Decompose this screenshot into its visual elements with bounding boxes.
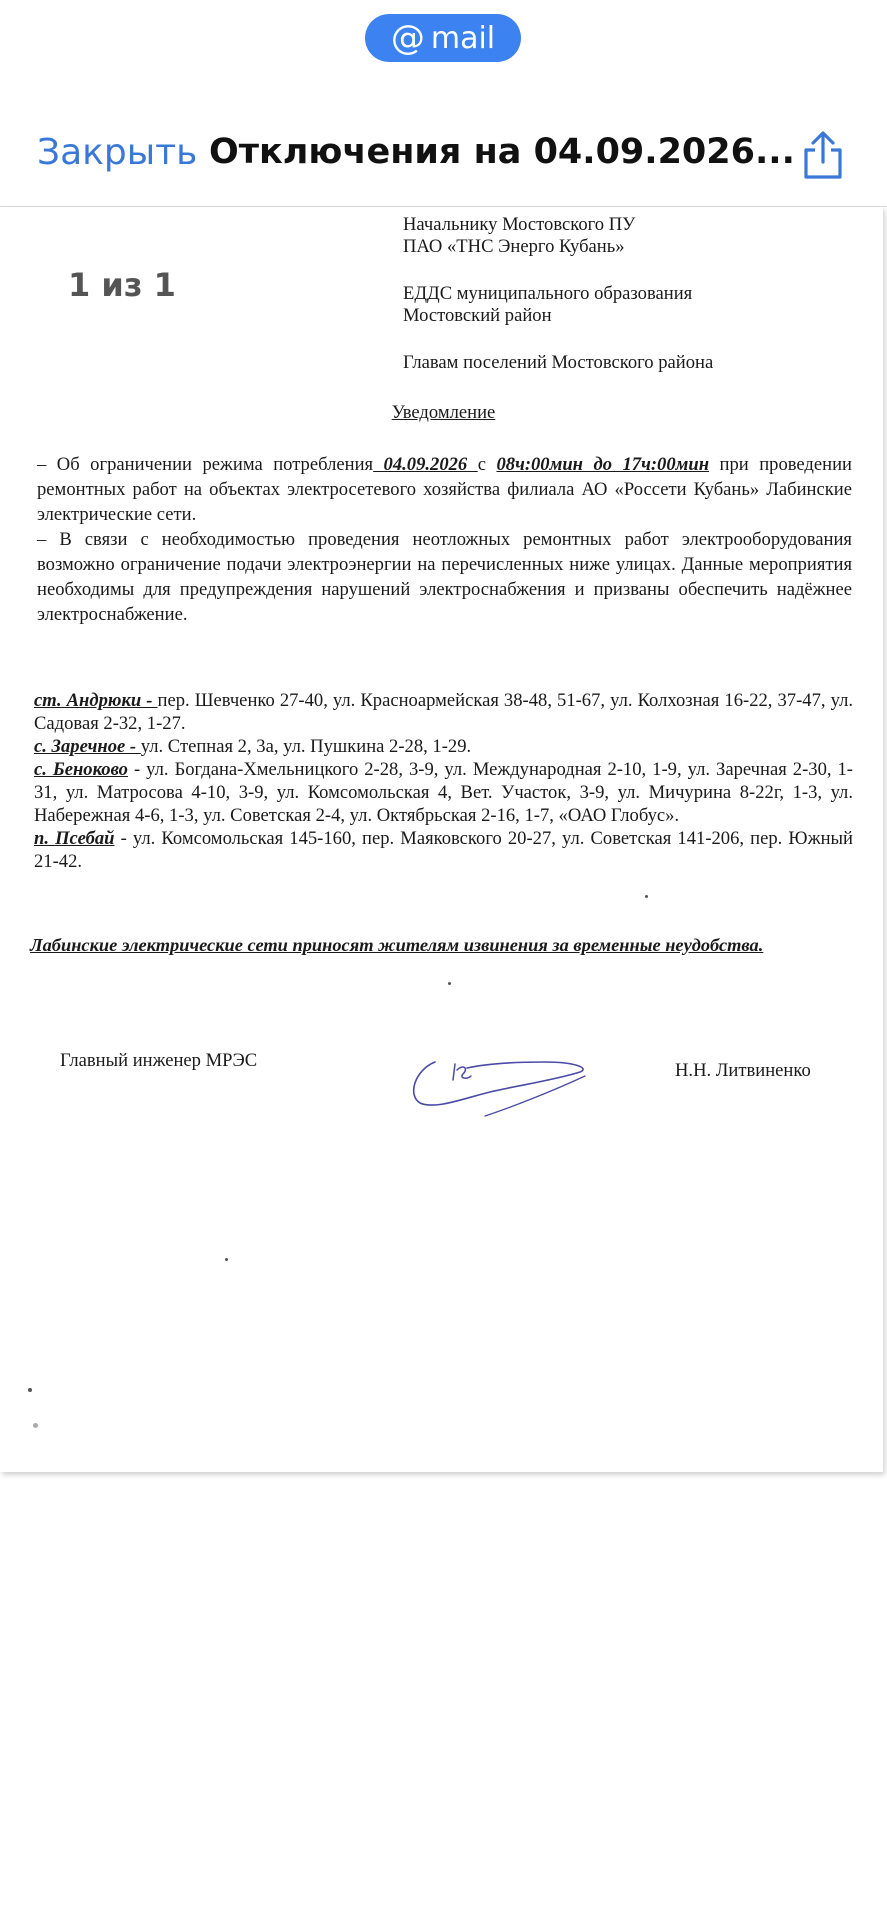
text-run: – Об ограничении режима потребления [37, 454, 374, 475]
scan-speck [28, 1388, 32, 1392]
addressee-line: Начальнику Мостовского ПУ [403, 214, 636, 235]
notice-body [37, 452, 852, 627]
scan-speck [645, 895, 648, 898]
share-icon[interactable] [800, 130, 846, 180]
locality-streets: - ул. Комсомольская 145-160, пер. Маяковского 20-27, ул. Советская 141-206, пер. Южный 21-42. [34, 828, 853, 872]
text-run: при проведении ремонтных работ на объектах электросетевого хозяйства филиала АО «Россети Кубань» Лабинские электрические сети. [37, 454, 852, 525]
page-counter: 1 из 1 [68, 266, 176, 304]
outage-date: 04.09.2026 [373, 454, 478, 475]
locality-streets: ул. Степная 2, 3а, ул. Пушкина 2-28, 1-29. [140, 736, 472, 757]
locality-name: с. Заречное - [34, 736, 141, 757]
close-button[interactable]: Закрыть [37, 132, 198, 173]
addressee-line: ПАО «ТНС Энерго Кубань» [403, 236, 625, 257]
at-icon: @ [390, 18, 425, 58]
scan-speck [33, 1423, 38, 1428]
mail-badge [365, 14, 521, 62]
outage-time: 08ч:00мин до 17ч:00мин [496, 454, 710, 475]
apology-line: Лабинские электрические сети приносят жителям извинения за временные неудобства. [30, 935, 764, 955]
paragraph-restriction [37, 452, 852, 527]
localities-list [34, 689, 853, 873]
mail-badge-label: mail [430, 20, 496, 56]
document-title: Отключения на 04.09.2026... [209, 132, 795, 172]
notice-title: Уведомление [391, 402, 496, 423]
locality-streets: - ул. Богдана-Хмельницкого 2-28, 3-9, ул. Международная 2-10, 1-9, ул. Заречная 2-30, 1-31, ул. Матросова 4-10, 3-9, ул. Комсомольская 4, Вет. Участок, 3-9, ул. Мичурина 8-22г, 1-3, ул. Набережная 4-6, 1-3, ул. Советская 2-4, ул. Октябрьская 2-16, 1-7, «ОАО Глобус». [34, 759, 853, 826]
addressee-line: Мостовский район [403, 305, 552, 326]
scan-speck [225, 1258, 228, 1261]
engineer-title: Главный инженер МРЭС [60, 1050, 258, 1071]
locality-name: п. Псебай [34, 828, 115, 849]
list-item [34, 758, 853, 827]
addressee-block [403, 214, 823, 374]
signer-name: Н.Н. Литвиненко [675, 1060, 811, 1081]
scan-speck [448, 982, 451, 985]
list-item [34, 735, 853, 758]
signature-mark [405, 1040, 595, 1120]
addressee-line: ЕДДС муниципального образования [403, 283, 693, 304]
paragraph-reason: – В связи с необходимостью проведения неотложных ремонтных работ электрооборудования возможно ограничение подачи электроэнергии на перечисленных ниже улицах. Данные мероприятия необходимы для предупреждения нарушений электроснабжения и призваны обеспечить надёжнее электроснабжение. [37, 529, 852, 625]
addressee-line: Главам поселений Мостовского района [403, 352, 714, 373]
list-item [34, 689, 853, 735]
locality-streets: пер. Шевченко 27-40, ул. Красноармейская 38-48, 51-67, ул. Колхозная 16-22, 37-47, ул. Садовая 2-32, 1-27. [34, 690, 853, 734]
locality-name: ст. Андрюки - [34, 690, 158, 711]
locality-name: с. Беноково [34, 759, 128, 780]
list-item [34, 827, 853, 873]
text-run: с [477, 454, 497, 475]
